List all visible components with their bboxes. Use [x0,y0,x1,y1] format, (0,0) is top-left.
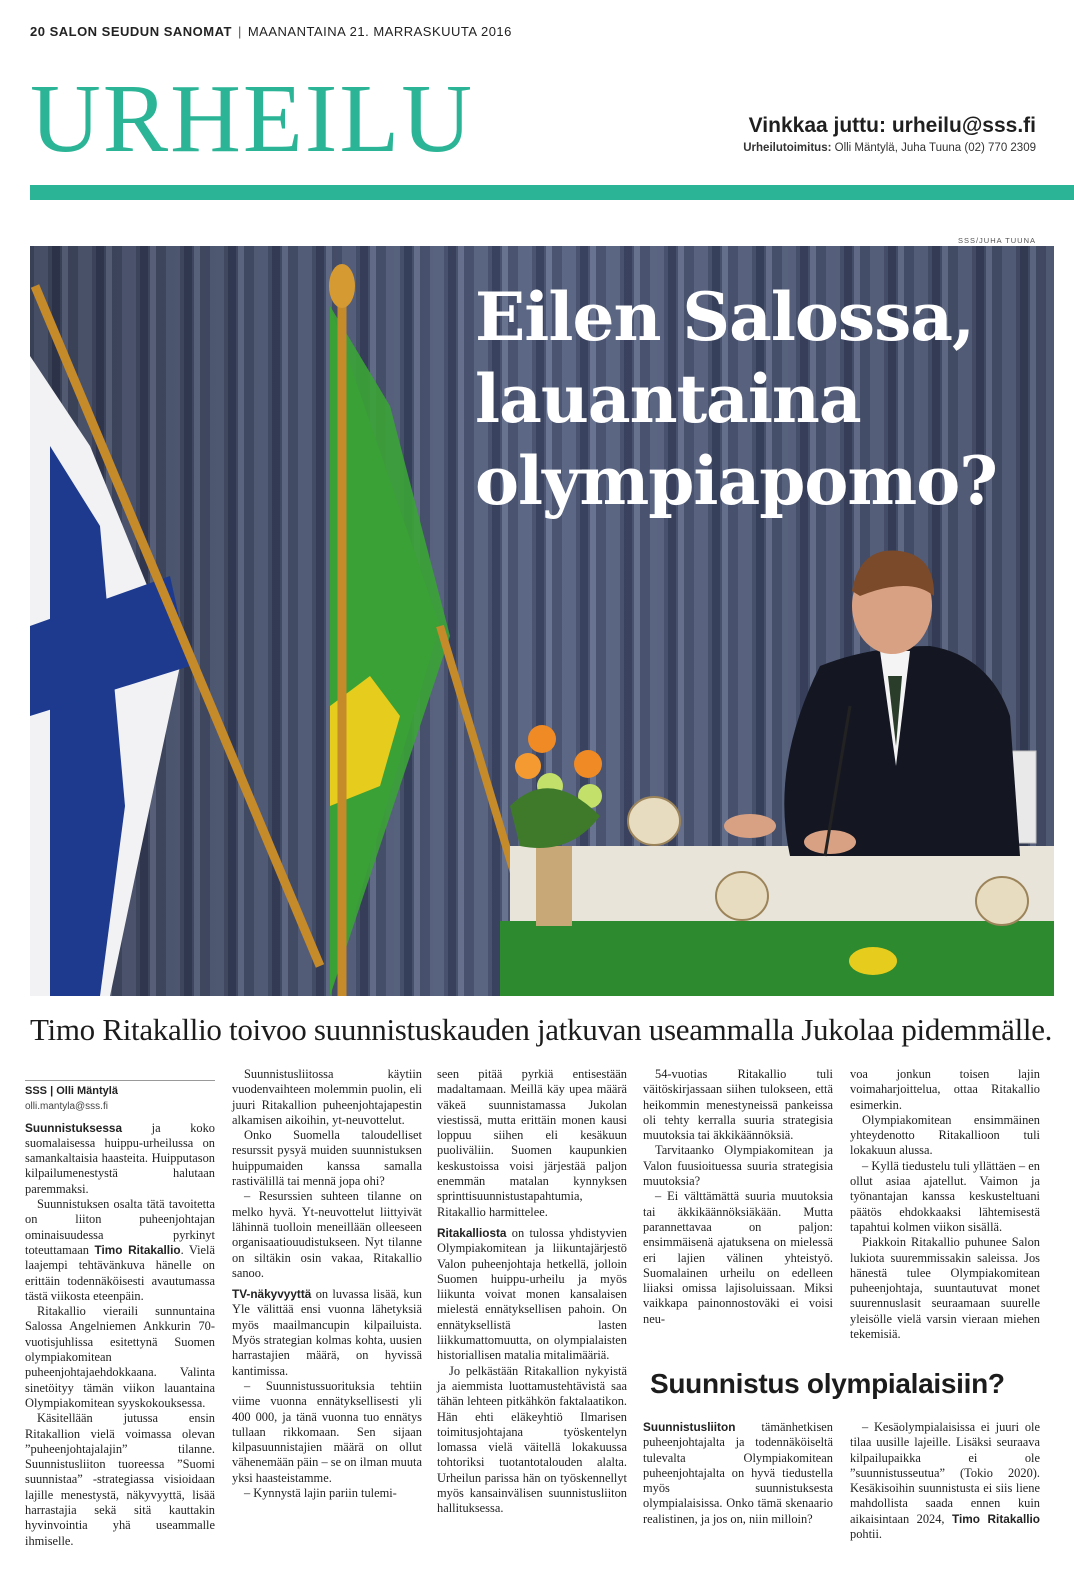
subhead-lead: Ritakalliosta [437,1225,507,1240]
section-rule [30,185,1074,200]
issue-date: MAANANTAINA 21. MARRASKUUTA 2016 [247,24,512,39]
photo-credit: SSS/JUHA TUUNA [957,236,1036,245]
article-paragraph: Tarvitaanko Olympiakomitean ja Valon fuusioituessa suuria strategisia muutoksia? [643,1143,833,1189]
paragraph-text: . Vielä laajempi tehtävänkuva hänelle on erittäin todennäköisesti avautumassa tästä viikosta eteenpäin. [25,1242,216,1303]
article-paragraph: – Resurssien suhteen tilanne on melko hyvä. Yt-neuvottelut liittyivät lähinnä tuolloin meneillään olleeseen organisaatiouudistukseen. Nyt tilanne on siltäkin osin vakaa, Ritakallio sanoo. [232,1189,422,1280]
lead-word: Suunnistuksessa [25,1120,123,1135]
staff-label: Urheilutoimitus: [743,142,832,154]
article-paragraph [232,1287,422,1379]
photo-caption: Timo Ritakallio toivoo suunnistuskauden jatkuvan useammalla Jukolaa pidemmälle. [30,1012,1053,1047]
article-paragraph: – Kyllä tiedustelu tuli yllättäen – en ollut asiaa ajatellut. Vaimon ja työnantajan kanssa keskusteltuani päätös ehdokkaaksi lähtemisestä tapahtui kolmen viikon sisällä. [850,1158,1040,1234]
article-paragraph: Piakkoin Ritakallio puhunee Salon lukiota suuremmissakin saleissa. Jos hänestä tulee Olympiakomitean puheenjohtaja, suuntautuvat monet suurennuslasit seuraamaan suurelle yleisölle vielä varsin vieraan miehen tekemisiä. [850,1235,1040,1342]
staff-line [743,142,1036,154]
article-paragraph: – Kynnystä lajin pariin tulemi- [244,1486,397,1501]
byline-author: SSS | Olli Mäntylä [25,1080,215,1099]
person-name: Timo Ritakallio [951,1511,1040,1526]
paragraph-text: Suunnistuksen osalta tätä tavoitetta on liiton puheenjohtajan ominaisuudessa pyrkinyt toteuttamaan [25,1197,215,1257]
paragraph-text: on luvassa lisää, kun Yle välittää ensi vuonna lähetyksiä myös maailmancupin kilpailuista. Myös strategian kolmas kohta, uusien harrastajien määrä, on hyvissä kantimissa. [232,1287,422,1378]
article-paragraph [437,1226,627,1364]
article-paragraph: – Suunnistussuorituksia tehtiin viime vuonna ennätyksellisesti yli 400 000, ja tänä vuonna tuo ennätys tullaan rikkomaan. Sen sijaan kilpasuunnistajien määrä on ollut vähenemään päin – se on ilman muuta yksi haasteistamme. [232,1378,422,1485]
paragraph-text: – Kesäolympialaisissa ei juuri ole tilaa uusille lajeille. Lisäksi seuraava kilpailupaikka ei ole ”suunnistusseutua” (Tokio 2020). Kesäkisoihin suunnistusta ei siis liene mahdollista saada ennen kuin aikaisintaan 2024, [850,1420,1040,1526]
sidebar-heading: Suunnistus olympialaisiin? [650,1368,1005,1399]
folio-separator: | [237,24,242,39]
section-title: URHEILU [30,65,475,173]
table-front [500,921,1054,996]
headline [475,276,997,522]
article-column-3 [437,1067,627,1517]
paragraph-text: pohtii. [850,1527,883,1542]
tip-block [743,114,1036,154]
paragraph-text: tämänhetkisen puheenjohtajalta ja todennäköiseltä tulevalta Olympiakomitean puheenjohtajalta on hyvä tiedustella myös suunnistuksesta olympialaisissa. Onko tämä skenaario realistinen, ja jos on, niin milloin? [643,1420,833,1526]
article-paragraph: seen pitää pyrkiä entisestään madaltamaan. Meillä käy upea määrä väkeä suunnistamassa Jukolan viestissä, mutta erittäin monen kausi loppuu siihen eli kesäkuun puoliväliin. Suomen kaupunkien keskustoissa voisi järjestää paljon enemmän matalan kynnyksen sprinttisuunnistustapahtumia, Ritakallio harmittelee. [437,1067,627,1219]
article-paragraph: – Ei välttämättä suuria muutoksia tai äkkikäännöksiäkään. Mutta parannettavaa on paljon: ensimmäisenä ajatuksena on mielessä eri lajien välinen yhteistyö. Suomalainen urheilu on edelleen liiaksi omissa lajisoluissaan. Miksi vaikkapa painonnostoväki ei voisi neu- [643,1189,833,1326]
sidebar-paragraph [643,1420,833,1527]
article-paragraph [25,1197,215,1304]
article-column-5 [850,1067,1040,1342]
person-name: Timo Ritakallio [94,1242,181,1257]
paragraph-text: ja koko suomalaisessa huippu-urheilussa on samankaltaisia haasteita. Huipputason kilpailumenestystä halutaan paremmaksi. [25,1120,215,1196]
article-paragraph: voa jonkun toisen lajin voimaharjoittelua, ottaa Ritakallio esimerkin. [850,1067,1040,1112]
headline-line: Eilen Salossa, [475,278,974,356]
tip-email[interactable]: Vinkkaa juttu: urheilu@sss.fi [748,114,1036,137]
headline-line: olympiapomo? [475,442,997,520]
article-paragraph: 54-vuotias Ritakallio tuli väitöskirjassaan siihen tulokseen, että heikommin menestyneissä pankeissa oli tehty kerralla suuria strategisia muutoksia tai äkkikäännöksiä. [643,1067,833,1143]
sidebar-column-right [850,1420,1040,1542]
podium-cloth [510,846,1054,926]
article-paragraph: Suunnistusliitossa käytiin vuodenvaihteen molemmin puolin, eli juuri Ritakallion puheenjohtajapestin alkamisen aikoihin, yt-neuvottelut. [232,1067,422,1127]
article-paragraph [25,1121,215,1197]
page-label: 20 SALON SEUDUN SANOMAT [30,24,232,39]
byline-email[interactable]: olli.mantyla@sss.fi [25,1101,108,1113]
staff-names: Olli Mäntylä, Juha Tuuna (02) 770 2309 [834,142,1036,154]
article-column-4 [643,1067,833,1327]
article-column-2 [232,1067,422,1501]
subhead-lead: TV-näkyvyyttä [232,1287,312,1302]
article-paragraph: Onko Suomella taloudelliset resurssit pysyä muiden suunnistuksen huippumaiden kanssa samalla rastivälillä tai mennä jopa ohi? [232,1128,422,1189]
sidebar-paragraph [850,1420,1040,1542]
article-paragraph: Jo pelkästään Ritakallion nykyistä ja aiemmista luottamustehtävistä saa tähän lehteen pitkähkön faktalaatikon. Hän ehti eläkeyhtiö Ilmarisen toimitusjohtajana työskentelyn lomassa vielä väitellä lokakuussa tohtoriksi tuotantotalouden alalta. Urheilun parissa hän on työskennellyt myös kansainvälisen suunnistusliiton hallituksessa. [437,1363,627,1516]
article-paragraph: Olympiakomitean ensimmäinen yhteydenotto Ritakallioon tuli lokakuun alussa. [850,1112,1040,1158]
sidebar-lead: Suunnistusliiton [643,1420,736,1434]
article-column-1 [25,1080,215,1549]
article-paragraph: Käsitellään jutussa ensin Ritakallion vielä voimassa olevan ”puheenjohtajalajin” tilanne. Suunnistusliiton tuoreessa ”Suomi suunnistaa” -strategiassa visioidaan lajille menestystä, näkyvyyttä, lisää harrastajia sekä sitä kauttakin hyvinvointia yhä useammalle ihmiselle. [25,1411,215,1548]
lead-photo [30,246,1054,996]
page-folio [30,24,512,39]
article-paragraph: Ritakallio vieraili sunnuntaina Salossa Angelniemen Ankkurin 70-vuotisjuhlissa esitettynä Suomen olympiakomitean puheenjohtajaehdokkaana. Valinta sinetöityy tämän viikon lauantaina Olympiakomitean syyskokouksessa. [25,1304,215,1410]
headline-line: lauantaina [475,360,861,438]
paragraph-text: on tulossa yhdistyvien Olympiakomitean ja liikuntajärjestö Valon puheenjohtaja hetkellä, jolloin Suomen huippu-urheilu ja myös liikunta voivat monen kansalaisen mielestä ennätyksellisen pahoin. On ennätyksellistä lasten liikkumattomuutta, on olympialaisten historiallisen matalia mitalimääriä. [437,1225,627,1363]
sidebar-column-left [643,1420,833,1527]
